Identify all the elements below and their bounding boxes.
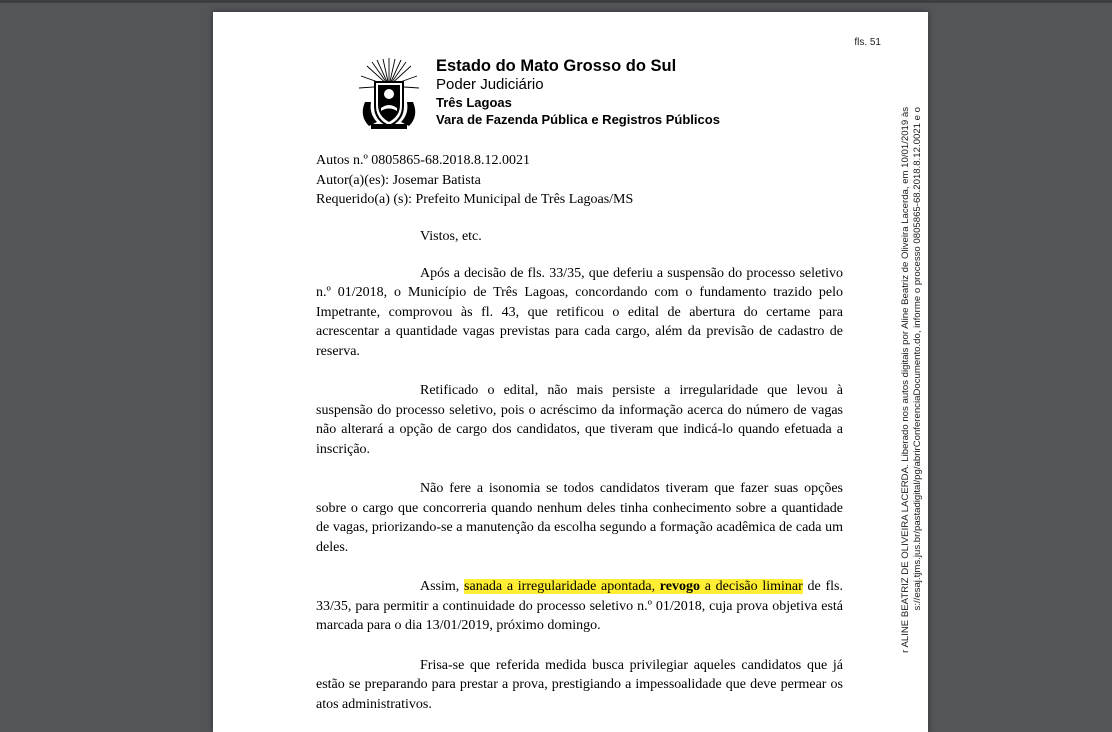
p4-highlight <box>464 579 803 594</box>
paragraph-4 <box>316 577 843 636</box>
paragraph-5: Frisa-se que referida medida busca privilegiar aqueles candidatos que já estão se preparando para prestar a prova, prestigiando a impessoalidade que deve permear os atos administrativos. <box>316 657 843 712</box>
p4-highlight-text-2: a decisão liminar <box>699 579 803 594</box>
p4-highlight-text: sanada a irregularidade apontada, <box>464 579 660 594</box>
viewer-toolbar-edge <box>0 0 1112 3</box>
document-page <box>213 12 928 732</box>
p4-start: Assim, <box>420 579 465 594</box>
header-city: Três Lagoas <box>436 95 512 110</box>
coat-of-arms-icon <box>357 56 421 132</box>
stamp-line-1: r ALINE BEATRIZ DE OLIVEIRA LACERDA. Liberado nos autos digitais por Aline Beatriz de Oliveira Lacerda, em 10/01/2019 às <box>900 107 911 653</box>
court-header <box>436 56 720 128</box>
paragraph-1: Após a decisão de fls. 33/35, que deferiu a suspensão do processo seletivo n.º 01/2018, o Município de Três Lagoas, concordando com o fundamento trazido pelo Impetrante, comprovou às fl. 43, que retificou o edital de abertura do certame para acrescentar a quantidade vagas previstas para cada cargo, além da previsão de cadastro de reserva. <box>316 265 843 359</box>
digital-signature-stamp <box>900 107 928 732</box>
case-number: Autos n.º 0805865-68.2018.8.12.0021 <box>316 153 530 168</box>
p4-end: de fls. 33/35, para permitir a continuidade do processo seletivo n.º 01/2018, cuja prova objetiva está marcada para o dia 13/01/2019, próximo domingo. <box>316 579 843 633</box>
paragraph-2: Retificado o edital, não mais persiste a irregularidade que levou à suspensão do processo seletivo, pois o acréscimo da informação acerca do número de vagas não alterará a opção de cargo dos candidatos, que tiveram que indicá-lo quando efetuada a inscrição. <box>316 383 843 457</box>
paragraph-vistos: Vistos, etc. <box>420 229 482 244</box>
signature-stamp-text <box>900 107 923 732</box>
stamp-line-2: s://esaj.tjms.jus.br/pastadigital/pg/abrirConferenciaDocumento.do, informe o processo 0805865-68.2018.8.12.0021 e o <box>911 107 923 611</box>
header-court: Vara de Fazenda Pública e Registros Públicos <box>436 112 720 127</box>
case-plaintiff: Autor(a)(es): Josemar Batista <box>316 172 481 188</box>
header-state: Estado do Mato Grosso do Sul <box>436 57 677 75</box>
paragraph-3: Não fere a isonomia se todos candidatos tiveram que fazer suas opções sobre o cargo que concorreria quando nenhum deles tinha conhecimento sobre a quantidade de vagas, priorizando-se a manutenção da escolha segundo a formação acadêmica de cada um deles. <box>316 481 843 555</box>
decision-body <box>316 227 843 732</box>
case-defendant: Requerido(a) (s): Prefeito Municipal de Três Lagoas/MS <box>316 192 634 207</box>
p4-highlight-bold: revogo <box>659 579 700 594</box>
header-branch: Poder Judiciário <box>436 76 544 93</box>
case-info <box>316 151 633 210</box>
page-number: fls. 51 <box>854 37 881 48</box>
